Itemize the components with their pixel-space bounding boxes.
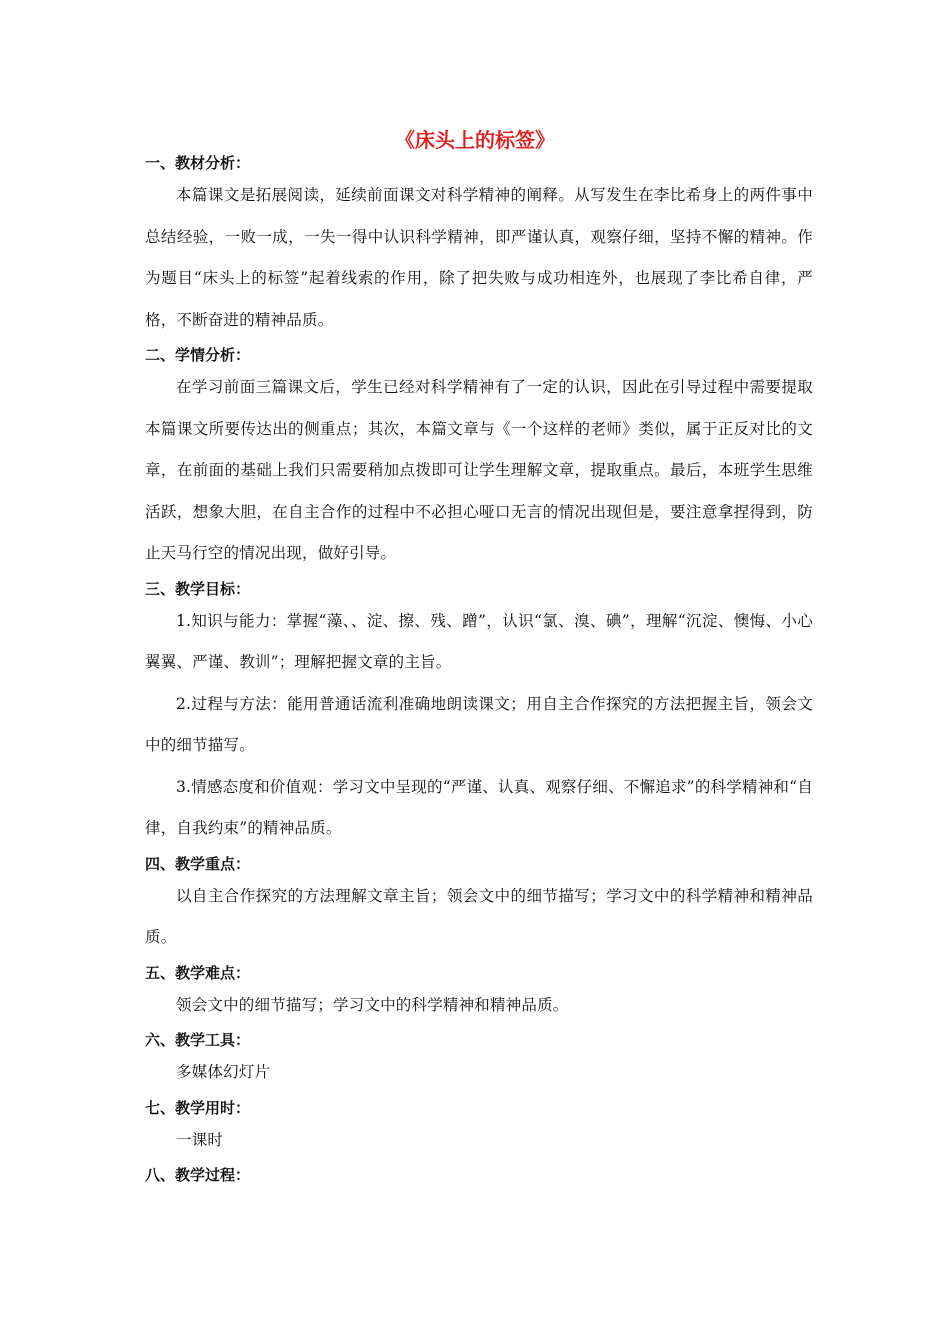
section-paragraph: 本篇课文是拓展阅读，延续前面课文对科学精神的阐释。从写发生在李比希身上的两件事中总结经验，一败一成，一失一得中认识科学精神，即严谨认真，观察仔细，坚持不懈的精神。作为题目“床头上的标签”起着线索的作用，除了把失败与成功相连外，也展现了李比希自律，严格，不断奋进的精神品质。 xyxy=(145,186,813,329)
section-teaching-goals xyxy=(145,577,813,850)
section-paragraph: 以自主合作探究的方法理解文章主旨；领会文中的细节描写；学习文中的科学精神和精神品质。 xyxy=(145,886,813,946)
section-paragraph: 在学习前面三篇课文后，学生已经对科学精神有了一定的认识，因此在引导过程中需要提取本篇课文所要传达出的侧重点；其次，本篇文章与《一个这样的老师》类似，属于正反对比的文章，在前面的基础上我们只需要稍加点拨即可让学生理解文章，提取重点。最后，本班学生思维活跃，想象大胆，在自主合作的过程中不必担心哑口无言的情况出现但是，要注意拿捏得到，防止天马行空的情况出现，做好引导。 xyxy=(145,378,813,562)
section-heading: 一、教材分析： xyxy=(145,154,251,172)
goal-emotion: 3.情感态度和价值观：学习文中呈现的“严谨、认真、观察仔细、不懈追求”的科学精神和“自律，自我约束”的精神品质。 xyxy=(145,777,813,837)
section-heading: 八、教学过程： xyxy=(145,1166,251,1184)
section-paragraph: 一课时 xyxy=(176,1130,224,1149)
section-paragraph: 多媒体幻灯片 xyxy=(176,1063,271,1081)
section-heading: 六、教学工具： xyxy=(145,1031,251,1049)
goal-knowledge: 1.知识与能力：掌握“藻、、淀、擦、残、蹭”，认识“氯、溴、碘”，理解“沉淀、懊悔、小心翼翼、严谨、教训”；理解把握文章的主旨。 xyxy=(145,611,813,671)
section-teaching-process xyxy=(145,1163,813,1187)
section-heading: 二、学情分析： xyxy=(145,346,251,364)
document-title: 《床头上的标签》 xyxy=(395,128,555,152)
section-student-analysis xyxy=(145,343,813,575)
goal-process: 2.过程与方法：能用普通话流利准确地朗读课文；用自主合作探究的方法把握主旨，领会文中的细节描写。 xyxy=(145,694,813,754)
section-heading: 三、教学目标： xyxy=(145,579,251,598)
section-heading: 五、教学难点： xyxy=(145,963,251,982)
section-heading: 四、教学重点： xyxy=(145,854,251,873)
section-key-points xyxy=(145,852,813,959)
section-teaching-tools xyxy=(145,1028,813,1094)
section-heading: 七、教学用时： xyxy=(145,1098,251,1117)
section-textbook-analysis xyxy=(145,151,813,341)
section-difficulties xyxy=(145,961,813,1027)
section-teaching-time xyxy=(145,1096,813,1162)
section-paragraph: 领会文中的细节描写；学习文中的科学精神和精神品质。 xyxy=(176,995,569,1014)
document-body xyxy=(145,150,813,1195)
